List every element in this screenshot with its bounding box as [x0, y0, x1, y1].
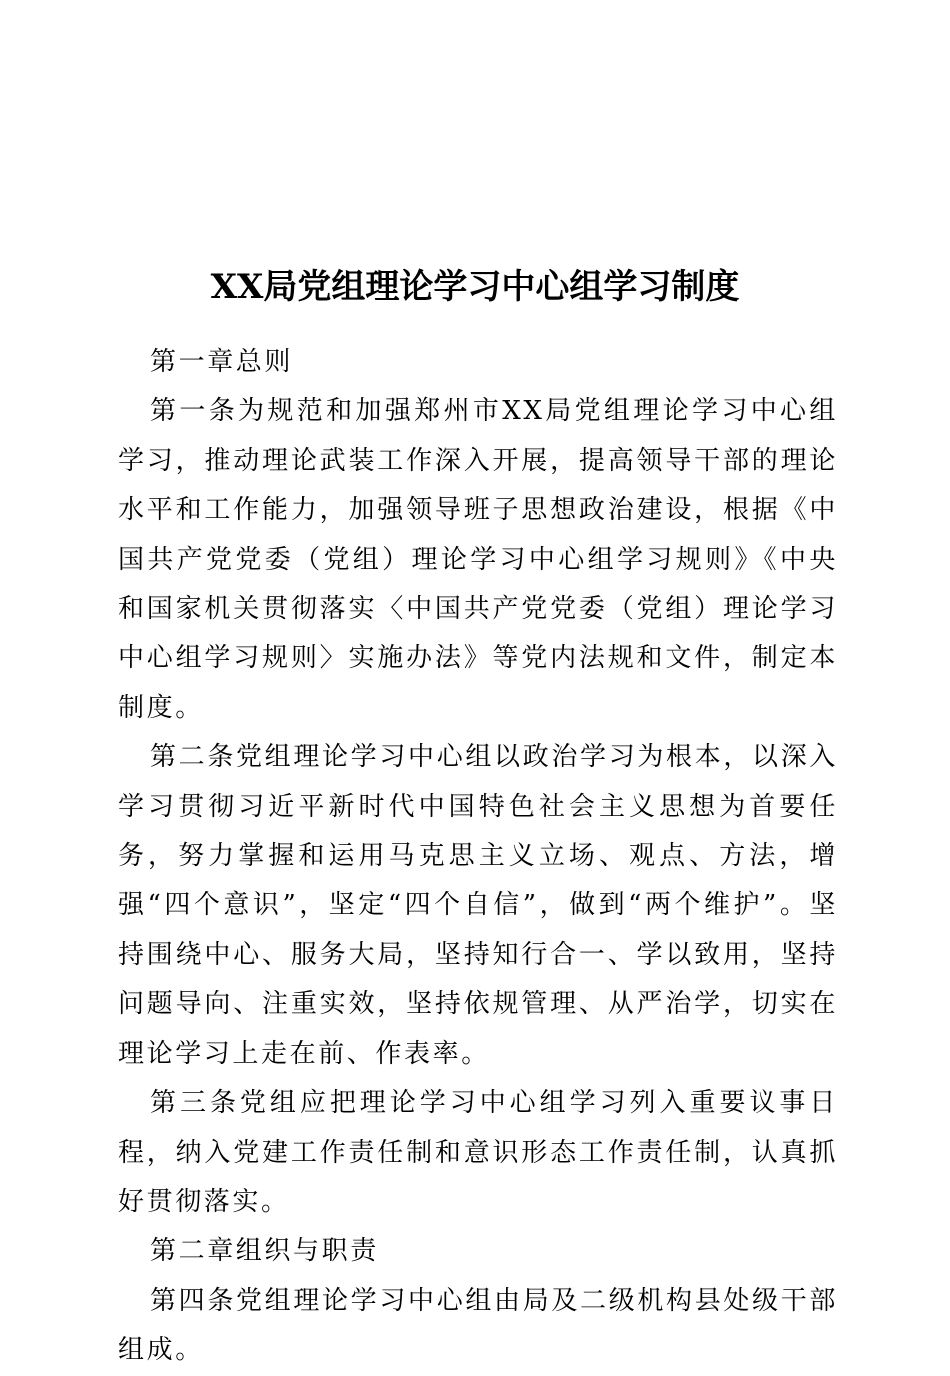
article-paragraph: 第一条为规范和加强郑州市XX局党组理论学习中心组学习，推动理论武装工作深入开展，提高领导干部的理论水平和工作能力，加强领导班子思想政治建设，根据《中国共产党党委（党组）理论学习中心组学习规则》《中央和国家机关贯彻落实〈中国共产党党委（党组）理论学习中心组学习规则〉实施办法》等党内法规和文件，制定本制度。	[118, 396, 838, 723]
article-paragraph: 第三条党组应把理论学习中心组学习列入重要议事日程，纳入党建工作责任制和意识形态工作责任制，认真抓好贯彻落实。	[118, 1088, 838, 1217]
article-paragraph: 第二条党组理论学习中心组以政治学习为根本，以深入学习贯彻习近平新时代中国特色社会主义思想为首要任务，努力掌握和运用马克思主义立场、观点、方法，增强“四个意识”，坚定“四个自信”，做到“两个维护”。坚持围绕中心、服务大局，坚持知行合一、学以致用，坚持问题导向、注重实效，坚持依规管理、从严治学，切实在理论学习上走在前、作表率。	[118, 742, 838, 1069]
chapter-heading: 第一章总则	[150, 347, 294, 377]
chapter-heading: 第二章组织与职责	[150, 1236, 379, 1267]
document-title: XX局党组理论学习中心组学习制度	[210, 267, 740, 307]
document-body	[118, 338, 838, 1376]
article-paragraph: 第四条党组理论学习中心组由局及二级机构县处级干部组成。	[118, 1285, 838, 1366]
